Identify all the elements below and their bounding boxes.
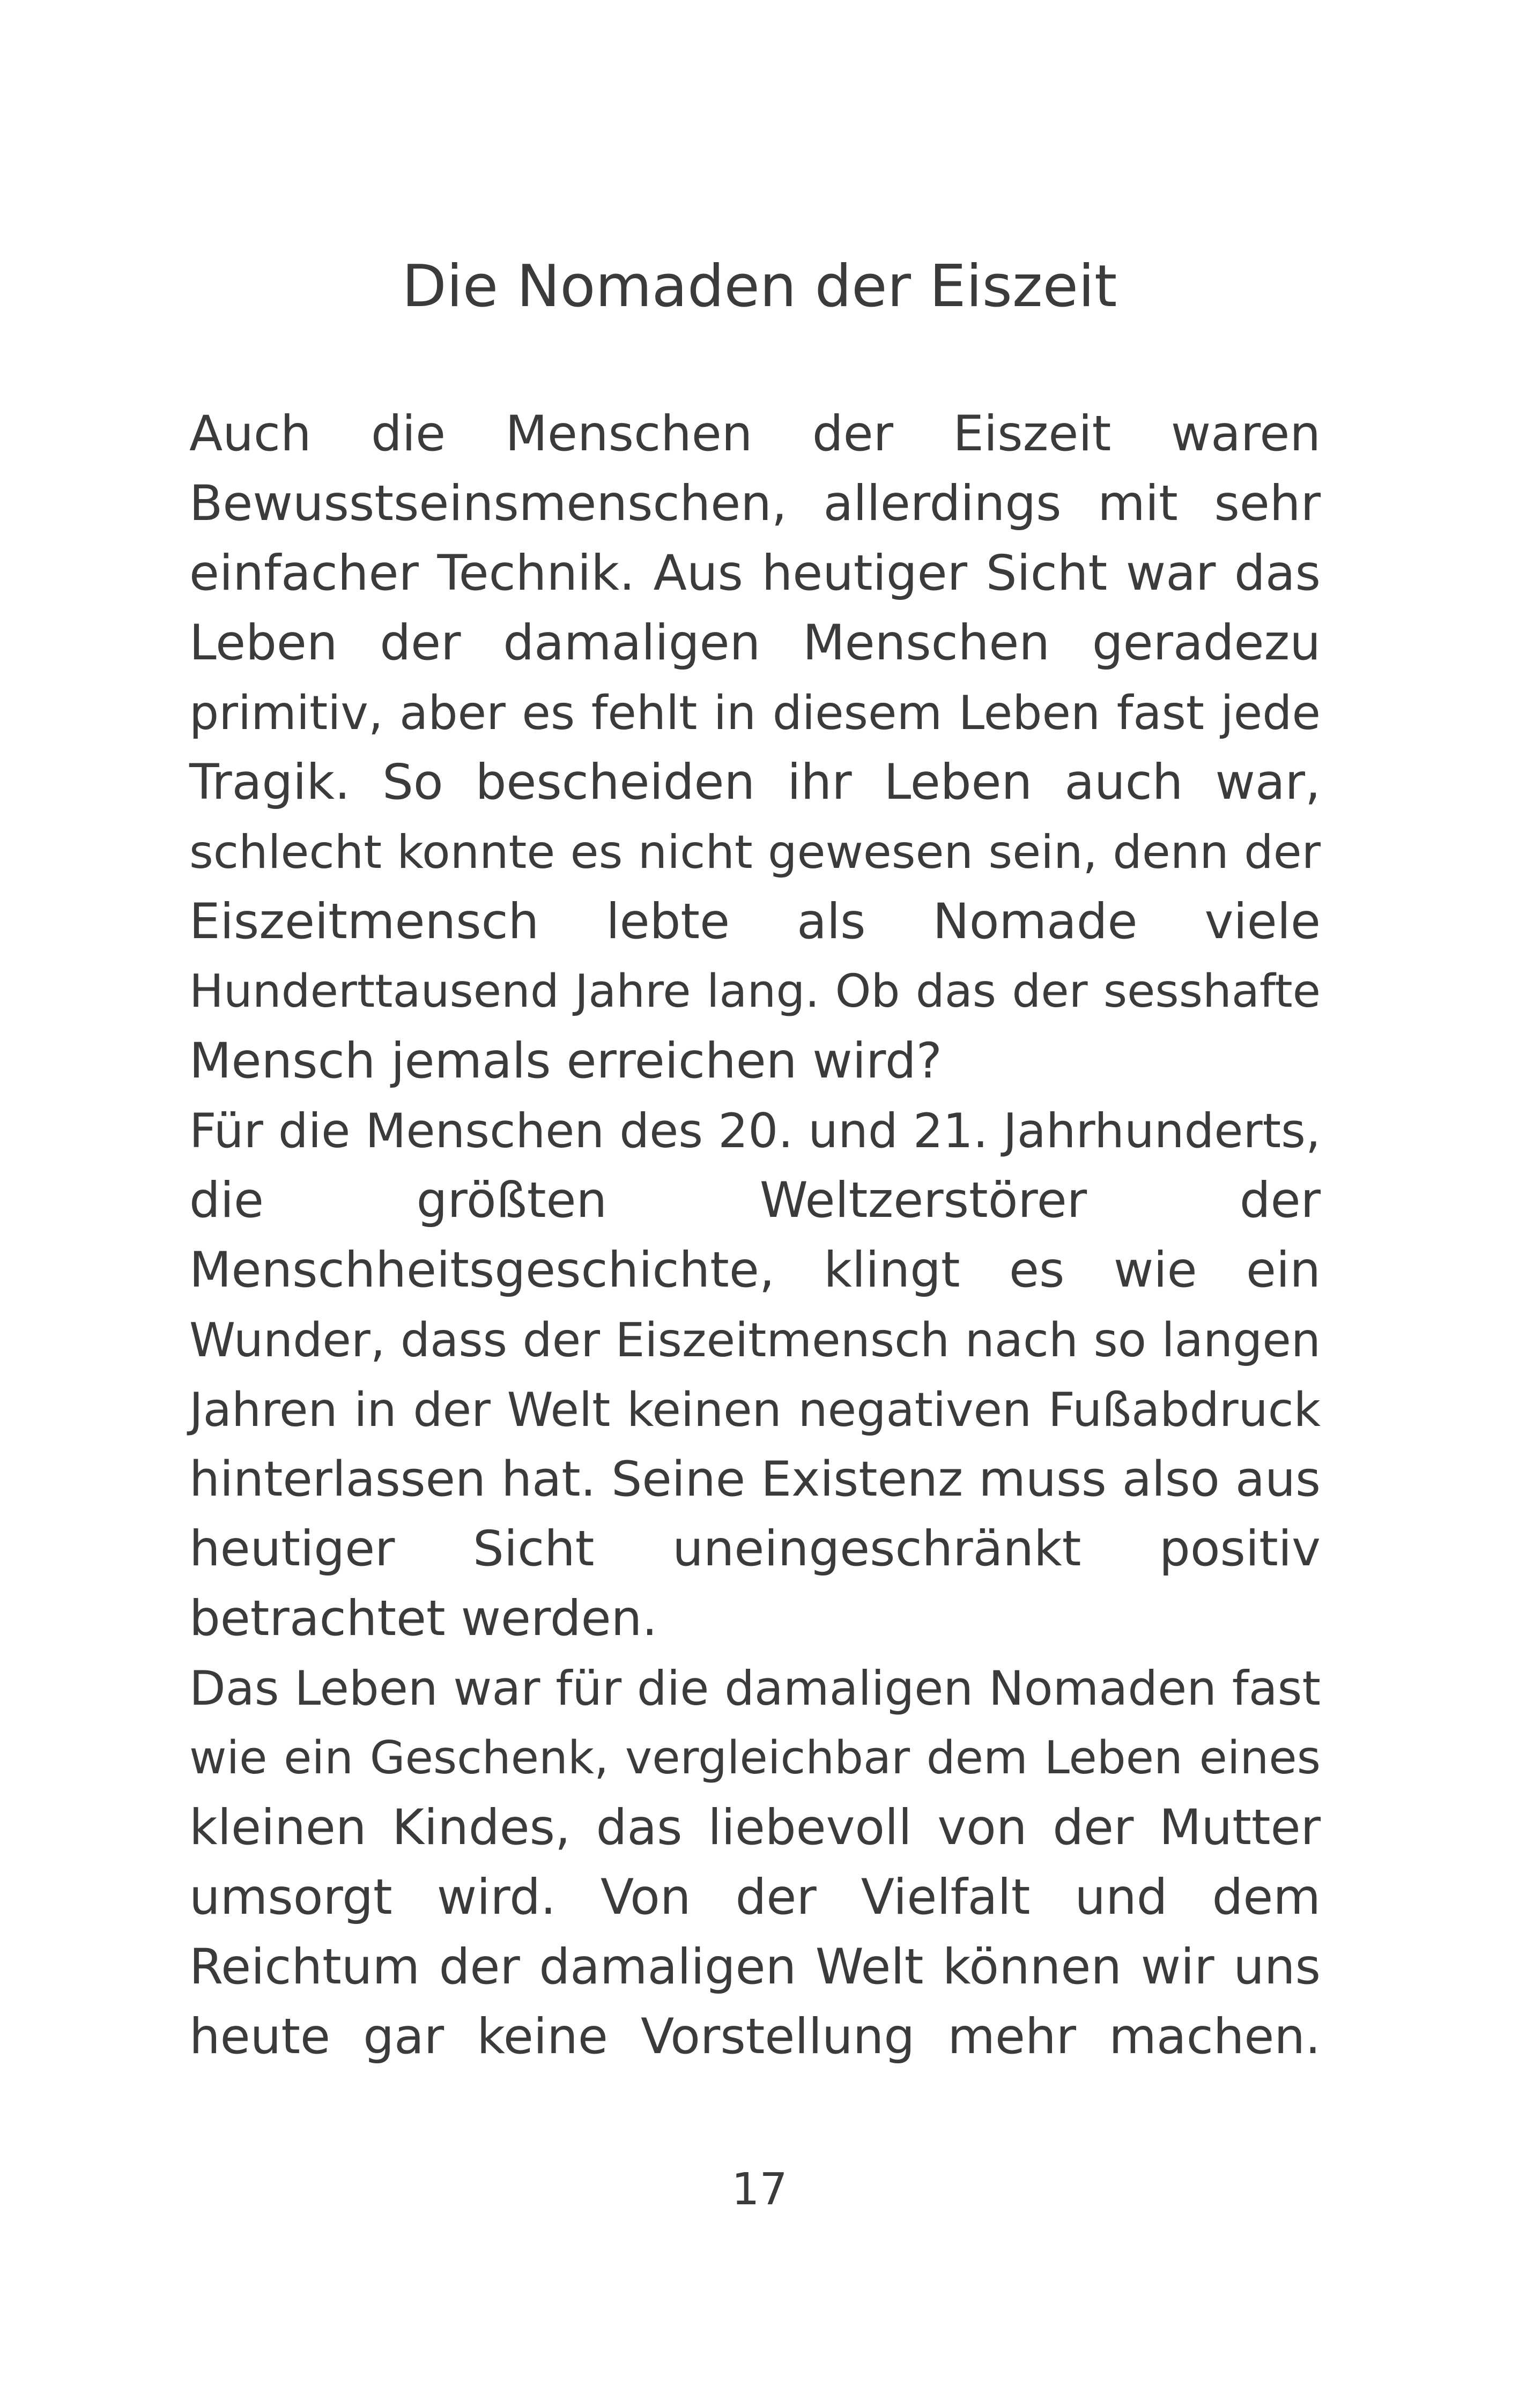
- text-line: Leben der damaligen Menschen geradezu: [189, 615, 1321, 671]
- text-line: schlecht konnte es nicht gewesen sein, denn der: [189, 826, 1321, 879]
- text-line: heutiger Sicht uneingeschränkt positiv: [189, 1521, 1321, 1577]
- text-line: Wunder, dass der Eiszeitmensch nach so langen: [189, 1313, 1321, 1367]
- text-line: Eiszeitmensch lebte als Nomade viele: [189, 894, 1321, 950]
- text-line: Jahren in der Welt keinen negativen Fußabdruck: [189, 1383, 1321, 1437]
- text-line: kleinen Kindes, das liebevoll von der Mutter: [189, 1800, 1321, 1856]
- text-line: primitiv, aber es fehlt in diesem Leben fast jede: [189, 686, 1321, 740]
- text-line: Menschheitsgeschichte, klingt es wie ein: [189, 1242, 1321, 1298]
- text-line: Bewusstseinsmenschen, allerdings mit sehr: [189, 475, 1321, 532]
- body-text: [189, 399, 1321, 2072]
- chapter-title: Die Nomaden der Eiszeit: [402, 253, 1117, 320]
- text-line: Tragik. So bescheiden ihr Leben auch war,: [189, 754, 1321, 811]
- text-line: Für die Menschen des 20. und 21. Jahrhunderts,: [189, 1103, 1321, 1158]
- text-line: wie ein Geschenk, vergleichbar dem Leben eines: [189, 1731, 1321, 1785]
- text-line: Mensch jemals erreichen wird?: [189, 1033, 942, 1089]
- text-line: umsorgt wird. Von der Vielfalt und dem: [189, 1869, 1321, 1926]
- text-line: betrachtet werden.: [189, 1591, 658, 1647]
- text-line: hinterlassen hat. Seine Existenz muss also aus: [189, 1451, 1321, 1507]
- page-number: 17: [731, 2164, 788, 2215]
- text-line: Reichtum der damaligen Welt können wir uns: [189, 1939, 1321, 1995]
- text-line: einfacher Technik. Aus heutiger Sicht war das: [189, 545, 1321, 601]
- text-line: Auch die Menschen der Eiszeit waren: [189, 406, 1321, 462]
- text-line: Hunderttausend Jahre lang. Ob das der sesshafte: [189, 965, 1321, 1018]
- text-line: heute gar keine Vorstellung mehr machen.: [189, 2009, 1321, 2065]
- text-line: die größten Weltzerstörer der: [189, 1172, 1321, 1229]
- text-line: Das Leben war für die damaligen Nomaden fast: [189, 1661, 1321, 1716]
